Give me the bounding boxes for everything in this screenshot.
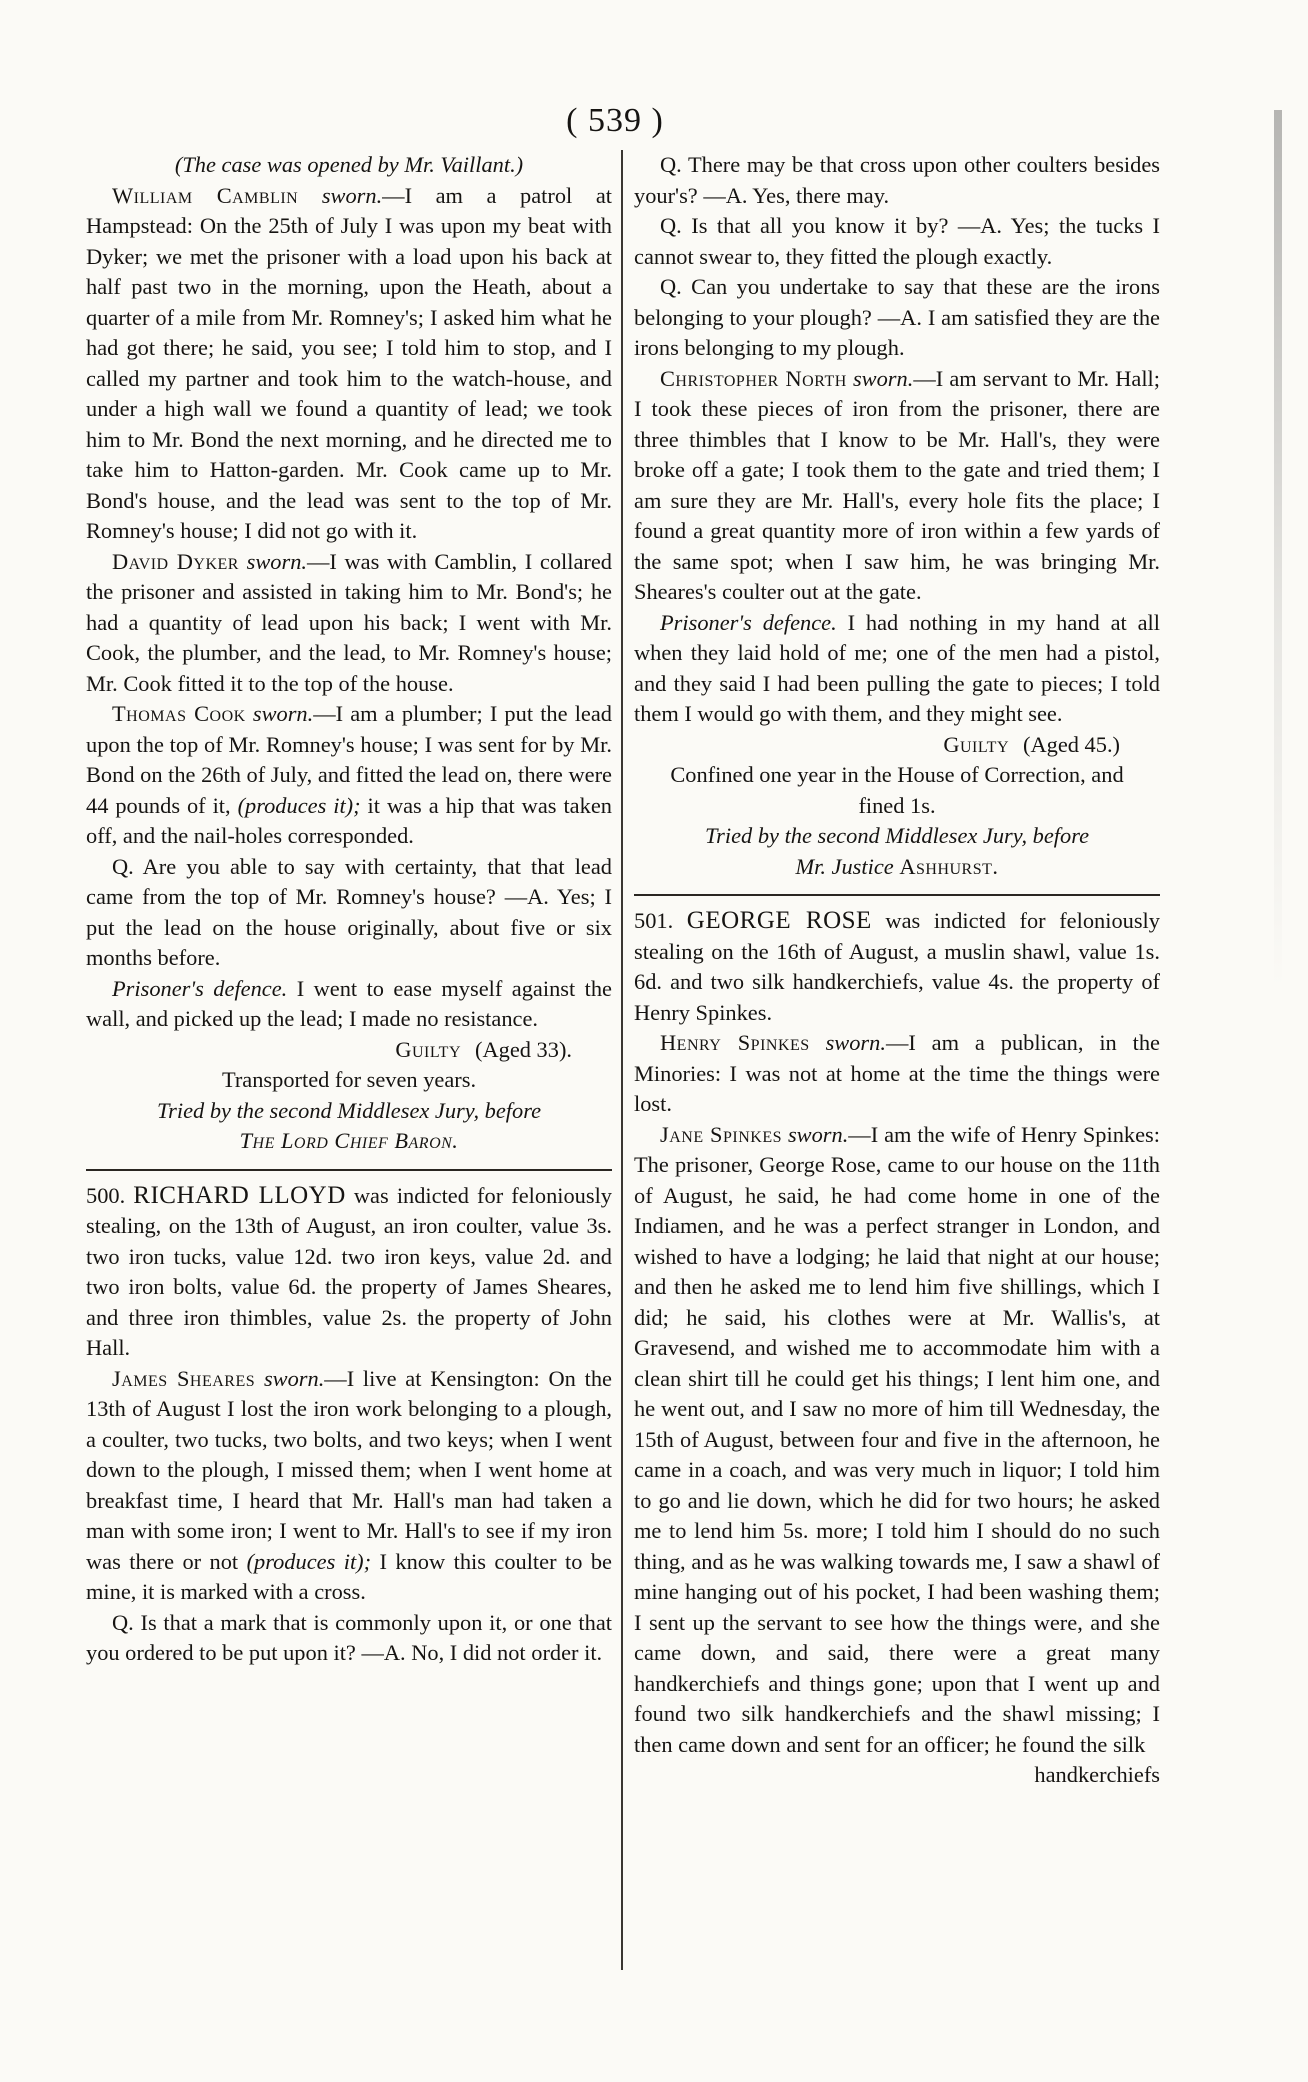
scan-edge-shadow <box>1274 110 1282 990</box>
column-divider <box>621 150 623 1970</box>
testimony-text: I know this coulter to be mine, it is marked with a cross. <box>86 1548 612 1604</box>
produces-note: (produces it); <box>246 1548 372 1574</box>
verdict: Guilty <box>943 731 1009 757</box>
question-answer: Q. Can you undertake to say that these are the irons belonging to your plough? —A. I am satisfied they are the irons belonging to my plough. <box>634 274 1160 360</box>
prisoner-defence <box>86 974 612 1035</box>
judge: The Lord Chief Baron. <box>239 1128 459 1153</box>
testimony-text: —I live at Kensington: On the 13th of August I lost the iron work belonging to a plough, a coulter, two tucks, two bolts, and two keys; when I went down to the plough, I missed them; when I went home at breakfast time, I heard that Mr. Hall's man had taken a man with some iron; I went to Mr. Hall's to see if my iron was there or not <box>86 1365 612 1574</box>
testimony-text: —I am a publican, in the Minories: I was not at home at the time the things were lost. <box>634 1030 1160 1116</box>
sworn-label: sworn. <box>852 365 914 391</box>
defence-text: I went to ease myself against the wall, and picked up the lead; I made no resistance. <box>86 975 612 1031</box>
verdict-line <box>634 730 1160 761</box>
witness-name: William Camblin <box>112 182 299 208</box>
testimony-henry-spinkes <box>634 1028 1160 1120</box>
witness-name: Christopher North <box>660 365 847 391</box>
judge <box>634 852 1160 883</box>
testimony-text: —I am the wife of Henry Spinkes: The prisoner, George Rose, came to our house on the 11th of August, he said, he had come home in one of the Indiamen, and he was a perfect stranger in London, and wished to have a lodging; he laid that night at our house; and then he asked me to lend him five shillings, which I did; he said, his clothes were at Mr. Wallis's, at Gravesend, and wished me to accommodate him with a clean shirt till he could get his things; I lent him one, and he went out, and I saw no more of him till Wednesday, the 15th of August, between four and five in the afternoon, he came in a coach, and was very much in liquor; I told him to go and lie down, which he did for two hours; he asked me to lend him 5s. more; I told him I should do no such thing, and as he was walking towards me, I saw a shawl of mine hanging out of his pocket, I had been washing them; I sent up the servant to see how the things were, and she came down, and said, there were a great many handkerchiefs and things gone; upon that I went up and found two silk handkerchiefs and the shawl missing; I then came down and sent for an officer; he found the silk <box>634 1121 1160 1757</box>
defendant-name: GEORGE ROSE <box>686 907 872 934</box>
defence-label: Prisoner's defence. <box>660 609 837 635</box>
testimony-sheares <box>86 1364 612 1608</box>
case-separator <box>86 1169 612 1171</box>
sworn-label: sworn. <box>246 548 307 574</box>
question-answer: Q. Is that all you know it by? —A. Yes; the tucks I cannot swear to, they fitted the plough exactly. <box>634 213 1160 269</box>
case-heading-501 <box>634 906 1160 1028</box>
sworn-label: sworn. <box>252 701 314 726</box>
left-column <box>86 150 612 1669</box>
witness-name: Thomas Cook <box>112 701 246 726</box>
case-number: 501. <box>634 908 674 933</box>
case-separator <box>634 894 1160 896</box>
tried-by: Tried by the second Middlesex Jury, before <box>704 823 1090 848</box>
indictment-text: was indicted for feloniously stealing on the 16th of August, a muslin shawl, value 1s. 6d. and two silk handkerchiefs, value 4s. the property of Henry Spinkes. <box>634 908 1160 1025</box>
sentence: Transported for seven years. <box>221 1067 477 1092</box>
prisoner-age: (Aged 45.) <box>1023 731 1120 757</box>
case-heading-500 <box>86 1181 612 1364</box>
sentence: Confined one year in the House of Correction, and <box>670 762 1124 787</box>
sworn-label: sworn. <box>787 1121 849 1147</box>
right-column <box>634 150 1160 1791</box>
defence-label: Prisoner's defence. <box>112 975 288 1001</box>
verdict: Guilty <box>395 1036 461 1062</box>
defendant-name: RICHARD LLOYD <box>133 1181 346 1209</box>
defence-text: I had nothing in my hand at all when they laid hold of me; one of the men had a pistol, and they said I had been pulling the gate to pieces; I told them I would go with them, and they might see. <box>634 609 1160 726</box>
prisoner-defence <box>634 608 1160 730</box>
testimony-cook <box>86 699 612 852</box>
produces-note: (produces it); <box>237 792 361 818</box>
indictment-text: was indicted for feloniously stealing, on the 13th of August, an iron coulter, value 3s. two iron tucks, value 12d. two iron keys, value 2d. and two iron bolts, value 6d. the property of James Sheares, and three iron thimbles, value 2s. the property of John Hall. <box>86 1182 612 1360</box>
testimony-text: —I am a plumber; I put the lead upon the top of Mr. Romney's house; I was sent for by Mr. Bond on the 26th of July, and fitted the lead on, there were 44 pounds of it, <box>86 701 612 818</box>
prisoner-age: (Aged 33). <box>475 1036 572 1062</box>
page-number: ( 539 ) <box>566 102 664 139</box>
judge-title: Mr. Justice <box>795 853 894 879</box>
testimony-text: —I am a patrol at Hampstead: On the 25th of July I was upon my beat with Dyker; we met the prisoner with a load upon his back at half past two in the morning, upon the Heath, about a quarter of a mile from Mr. Romney's; I asked him what he had got there; he said, you see; I told him to stop, and I called my partner and took him to the watch-house, and under a high wall we found a quantity of lead; we took him to Mr. Bond the next morning, and he directed me to take him to Hatton-garden. Mr. Cook came up to Mr. Bond's house, and the lead was sent to the top of Mr. Romney's house; I did not go with it. <box>86 182 612 543</box>
question-answer: Q. Is that a mark that is commonly upon it, or one that you ordered to be put upon it? —A. No, I did not order it. <box>86 1609 612 1665</box>
testimony-text: it was a hip that was taken off, and the nail-holes corresponded. <box>86 792 612 848</box>
witness-name: Henry Spinkes <box>660 1030 810 1055</box>
case-number: 500. <box>86 1182 126 1208</box>
testimony-camblin <box>86 181 612 547</box>
testimony-jane-spinkes <box>634 1120 1160 1761</box>
testimony-text: —I was with Camblin, I collared the prisoner and assisted in taking him to Mr. Bond's; he had a quantity of lead upon his back; I went with Mr. Cook, the plumber, and the lead, to Mr. Romney's house; Mr. Cook fitted it to the top of the house. <box>86 548 612 696</box>
question-answer: Q. Are you able to say with certainty, that that lead came from the top of Mr. Romney's house? —A. Yes; I put the lead on the house originally, about five or six months before. <box>86 853 612 970</box>
witness-name: Jane Spinkes <box>660 1121 782 1147</box>
testimony-dyker <box>86 547 612 700</box>
sworn-label: sworn. <box>263 1365 325 1391</box>
testimony-north <box>634 364 1160 608</box>
judge-name: Ashhurst. <box>899 853 999 879</box>
tried-by: Tried by the second Middlesex Jury, before <box>156 1097 542 1123</box>
catchword: handkerchiefs <box>1034 1762 1160 1787</box>
sworn-label: sworn. <box>825 1030 886 1055</box>
sentence-fine: fined 1s. <box>858 792 936 818</box>
witness-name: James Sheares <box>112 1365 256 1391</box>
question-answer: Q. There may be that cross upon other coulters besides your's? —A. Yes, there may. <box>634 152 1160 208</box>
case-opening-note: (The case was opened by Mr. Vaillant.) <box>174 152 524 177</box>
verdict-line <box>86 1035 612 1066</box>
sworn-label: sworn. <box>321 182 383 208</box>
witness-name: David Dyker <box>112 548 239 574</box>
testimony-text: —I am servant to Mr. Hall; I took these pieces of iron from the prisoner, there are three thimbles that I know to be Mr. Hall's, they were broke off a gate; I took them to the gate and tried them; I am sure they are Mr. Hall's, every hole fits the place; I found a great quantity more of iron within a few yards of the same spot; when I saw him, he was bringing Mr. Sheares's coulter out at the gate. <box>634 365 1161 604</box>
